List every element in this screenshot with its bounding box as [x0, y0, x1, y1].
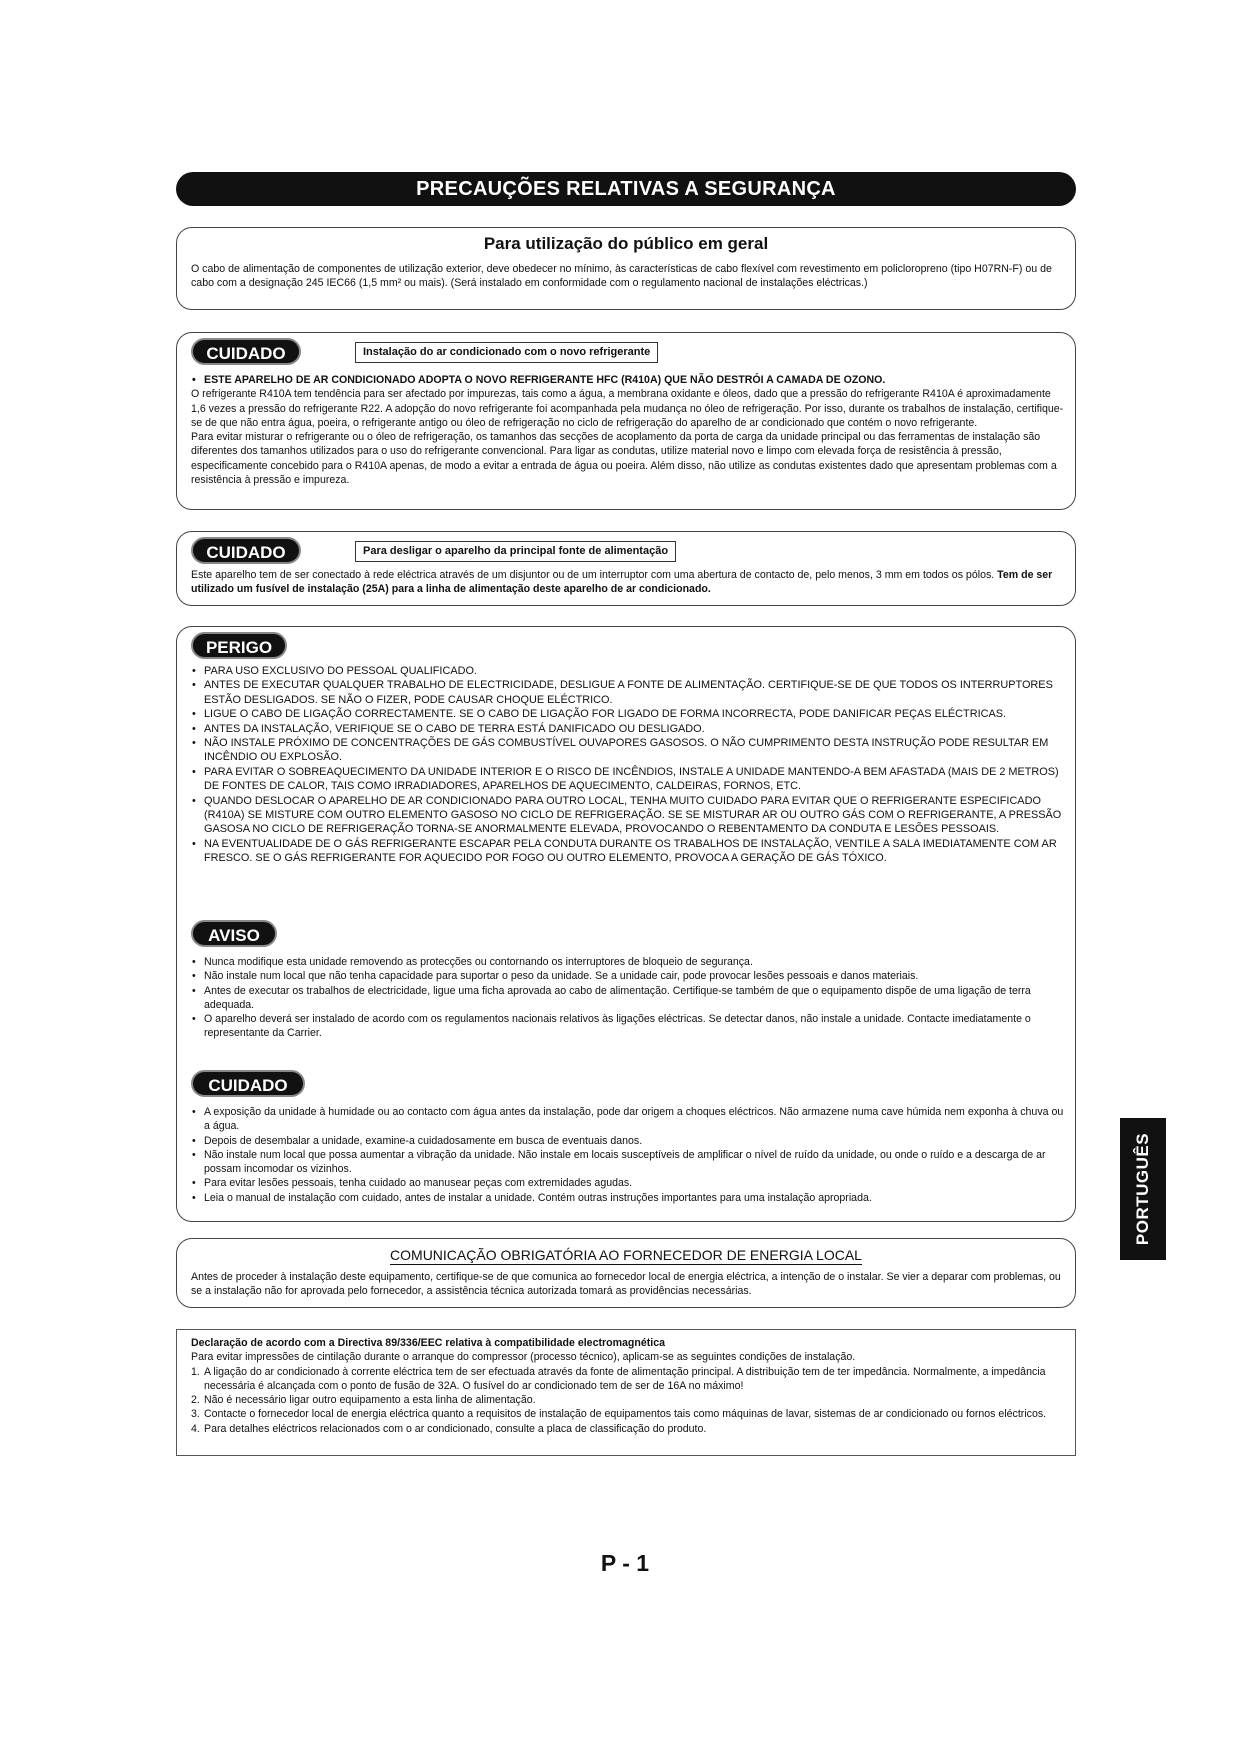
- power-caution-section: [176, 531, 1076, 606]
- emc-item-text: Para detalhes eléctricos relacionados com o ar condicionado, consulte a placa de classificação do produto.: [204, 1422, 707, 1435]
- communication-content: [191, 1270, 1066, 1299]
- danger-label: PERIGO: [191, 632, 287, 659]
- caution-item: • A exposição da unidade à humidade ou ao contacto com água antes da instalação, pode dar origem a choques eléctricos. Não armazene numa cave húmida nem exponha à chuva ou a água.: [191, 1105, 1066, 1134]
- power-text: [191, 568, 1066, 597]
- danger-item: • NÃO INSTALE PRÓXIMO DE CONCENTRAÇÕES DE GÁS COMBUSTÍVEL OUVAPORES GASOSOS. O NÃO CUMPRIMENTO DESTA INSTRUÇÃO PODE RESULTAR EM INCÊNDIO OU EXPLOSÃO.: [191, 736, 1066, 765]
- refrigerant-caution-section: [176, 332, 1076, 510]
- emc-item-number: 2.: [191, 1394, 200, 1407]
- page-title: PRECAUÇÕES RELATIVAS A SEGURANÇA: [176, 172, 1076, 206]
- emc-item-number: 1.: [191, 1365, 200, 1378]
- emc-item-number: 3.: [191, 1408, 200, 1421]
- caution-label: CUIDADO: [191, 338, 301, 365]
- danger-item: • ANTES DE EXECUTAR QUALQUER TRABALHO DE ELECTRICIDADE, DESLIGUE A FONTE DE ALIMENTAÇÃO. CERTIFIQUE-SE DE QUE TODOS OS INTERRUPTORES ESTÃO DESLIGADOS. SE NÃO O FIZER, PODE CAUSAR CHOQUE ELÉCTRICO.: [191, 678, 1066, 707]
- danger-content: [191, 664, 1066, 866]
- danger-item: • PARA EVITAR O SOBREAQUECIMENTO DA UNIDADE INTERIOR E O RISCO DE INCÊNDIOS, INSTALE A UNIDADE MANTENDO-A BEM AFASTADA (MAIS DE 2 METROS) DE FONTES DE CALOR, TAIS COMO IRRADIADORES, APARELHOS DE AQUECIMENTO, CALDEIRAS, FORNOS, ETC.: [191, 765, 1066, 794]
- general-public-title: Para utilização do público em geral: [483, 234, 769, 253]
- warning-item: • Não instale num local que não tenha capacidade para suportar o peso da unidade. Se a unidade cair, pode provocar lesões pessoais e danos materiais.: [191, 969, 1066, 983]
- emc-item: [191, 1365, 1066, 1394]
- danger-item: • LIGUE O CABO DE LIGAÇÃO CORRECTAMENTE. SE O CABO DE LIGAÇÃO FOR LIGADO DE FORMA INCORRECTA, PODE DANIFICAR PEÇAS ELÉCTRICAS.: [191, 707, 1066, 721]
- refrigerant-para-1: O refrigerante R410A tem tendência para ser afectado por impurezas, tais como a água, a membrana oxidante e óleos, dado que a pressão do refrigerante R410A é aproximadamente 1,6 vezes a pressão do refrigerante R22. A adopção do novo refrigerante foi acompanhada pela mudança no óleo de refrigeração. Por isso, durante os trabalhos de instalação, certifique-se de que não entra água, poeira, o refrigerante antigo ou óleo de refrigeração no ciclo de refrigeração do aparelho de ar condicionado que contém o novo refrigerante.: [191, 388, 1064, 429]
- emc-item-text: Contacte o fornecedor local de energia eléctrica quanto a requisitos de instalação de equipamentos tais como máquinas de lavar, sistemas de ar condicionado ou fornos eléctricos.: [204, 1408, 1047, 1421]
- emc-content: [191, 1336, 1066, 1436]
- emc-intro: Para evitar impressões de cintilação durante o arranque do compressor (processo técnico), aplicam-se as seguintes condições de instalação.: [191, 1351, 856, 1364]
- emc-item-text: Não é necessário ligar outro equipamento a esta linha de alimentação.: [204, 1394, 536, 1407]
- refrigerant-content: [191, 373, 1066, 487]
- danger-item: • ANTES DA INSTALAÇÃO, VERIFIQUE SE O CABO DE TERRA ESTÁ DANIFICADO OU DESLIGADO.: [191, 722, 1066, 736]
- communication-text: Antes de proceder à instalação deste equipamento, certifique-se de que comunica ao fornecedor local de energia eléctrica, a intenção de o instalar. Se vier a deparar com problemas, ou se a instalação não for aprovada pelo fornecedor, a assistência técnica autorizada tomará as providências necessárias.: [191, 1271, 1061, 1298]
- communication-title-text: COMUNICAÇÃO OBRIGATÓRIA AO FORNECEDOR DE ENERGIA LOCAL: [390, 1247, 862, 1263]
- communication-section: [176, 1238, 1076, 1308]
- safety-warnings-section: [176, 626, 1076, 1222]
- power-content: [191, 568, 1066, 597]
- general-public-section: [176, 227, 1076, 310]
- power-subtitle: Para desligar o aparelho da principal fonte de alimentação: [355, 541, 676, 562]
- caution-item: • Para evitar lesões pessoais, tenha cuidado ao manusear peças com extremidades agudas.: [191, 1176, 1066, 1190]
- emc-item: [191, 1407, 1066, 1421]
- warning-item: • O aparelho deverá ser instalado de acordo com os regulamentos nacionais relativos às ligações eléctricas. Se detectar danos, não instale a unidade. Contacte imediatamente o representante da Carrier.: [191, 1012, 1066, 1041]
- danger-item: • QUANDO DESLOCAR O APARELHO DE AR CONDICIONADO PARA OUTRO LOCAL, TENHA MUITO CUIDADO PARA EVITAR QUE O REFRIGERANTE ESPECIFICADO (R410A) SE MISTURE COM OUTRO ELEMENTO GASOSO NO CICLO DE REFRIGERAÇÃO. SE SE MISTURAR AR OU OUTRO GÁS COM O REFRIGERANTE, A PRESSÃO GASOSA NO CICLO DE REFRIGERAÇÃO TORNA-SE ANORMALMENTE ELEVADA, PROVOCANDO O REBENTAMENTO DA CONDUTA E LESÕES PESSOAIS.: [191, 794, 1066, 837]
- caution-item: • Não instale num local que possa aumentar a vibração da unidade. Não instale em locais susceptíveis de amplificar o nível de ruído da unidade, ou onde o ruído e a descarga de ar possam incomodar os vizinhos.: [191, 1148, 1066, 1177]
- general-public-text: O cabo de alimentação de componentes de utilização exterior, deve obedecer no mínimo, às características de cabo flexível com revestimento em policloropreno (tipo H07RN-F) ou de cabo com a designação 245 IEC66 (1,5 mm² ou mais). (Será instalado em conformidade com o regulamento nacional de instalações eléctricas.): [191, 263, 1052, 290]
- warning-label: AVISO: [191, 920, 277, 947]
- danger-item: • PARA USO EXCLUSIVO DO PESSOAL QUALIFICADO.: [191, 664, 1066, 678]
- language-tab: [1120, 1118, 1166, 1260]
- warning-content: [191, 955, 1066, 1041]
- warning-item: • Nunca modifique esta unidade removendo as protecções ou contornando os interruptores de bloqueio de segurança.: [191, 955, 1066, 969]
- page-number: P - 1: [600, 1550, 650, 1576]
- refrigerant-heading: • ESTE APARELHO DE AR CONDICIONADO ADOPTA O NOVO REFRIGERANTE HFC (R410A) QUE NÃO DESTRÓI A CAMADA DE OZONO.: [191, 373, 1066, 387]
- caution-content: [191, 1105, 1066, 1205]
- emc-declaration-section: [176, 1329, 1076, 1456]
- emc-item-text: A ligação do ar condicionado à corrente eléctrica tem de ser efectuada através da fonte de alimentação principal. A distribuição tem de ter impedância. Normalmente, a impedância necessária é alcançada com o ponto de fusão de 32A. O fusível do ar condicionado tem de ser de 16A no máximo!: [204, 1365, 1046, 1392]
- caution-item: • Leia o manual de instalação com cuidado, antes de instalar a unidade. Contém outras instruções importantes para uma instalação apropriada.: [191, 1191, 1066, 1205]
- caution-label: CUIDADO: [191, 537, 301, 564]
- language-tab-label: PORTUGUÊS: [1133, 1132, 1152, 1246]
- power-text-bold: Tem de ser utilizado um fusível de instalação (25A) para a linha de alimentação deste aparelho de ar condicionado.: [191, 569, 1053, 596]
- emc-item: [191, 1393, 1066, 1407]
- danger-item: • NA EVENTUALIDADE DE O GÁS REFRIGERANTE ESCAPAR PELA CONDUTA DURANTE OS TRABALHOS DE INSTALAÇÃO, VENTILE A SALA IMEDIATAMENTE COM AR FRESCO. SE O GÁS REFRIGERANTE FOR AQUECIDO POR FOGO OU OUTRO ELEMENTO, PROVOCA A GERAÇÃO DE GÁS TÓXICO.: [191, 837, 1066, 866]
- emc-item: [191, 1422, 1066, 1436]
- refrigerant-subtitle: Instalação do ar condicionado com o novo refrigerante: [355, 342, 658, 363]
- warning-item: • Antes de executar os trabalhos de electricidade, ligue uma ficha aprovada ao cabo de alimentação. Certifique-se também de que o equipamento dispõe de uma ligação de terra adequada.: [191, 984, 1066, 1013]
- emc-title: Declaração de acordo com a Directiva 89/336/EEC relativa à compatibilidade electromagnética: [191, 1337, 665, 1349]
- caution-item: • Depois de desembalar a unidade, examine-a cuidadosamente em busca de eventuais danos.: [191, 1134, 1066, 1148]
- power-text-normal: Este aparelho tem de ser conectado à rede eléctrica através de um disjuntor ou de um interruptor com uma abertura de contacto de, pelo menos, 3 mm em todos os pólos.: [191, 569, 995, 581]
- emc-item-number: 4.: [191, 1422, 200, 1435]
- communication-title: [177, 1247, 1075, 1263]
- caution-label: CUIDADO: [191, 1070, 305, 1097]
- refrigerant-para-2: Para evitar misturar o refrigerante ou o óleo de refrigeração, os tamanhos das secções de acoplamento da porta de carga da unidade principal ou das ferramentas de instalação são diferentes dos tamanhos utilizados para o uso do refrigerante convencional. Para ligar as condutas, utilize material novo e limpo com elevada força de resistência à pressão, especificamente concebido para o R410A apenas, de modo a evitar a entrada de água ou poeira. Além disso, não utilize as condutas existentes dado que apresentam problemas com a resistência à pressão e impureza.: [191, 431, 1057, 487]
